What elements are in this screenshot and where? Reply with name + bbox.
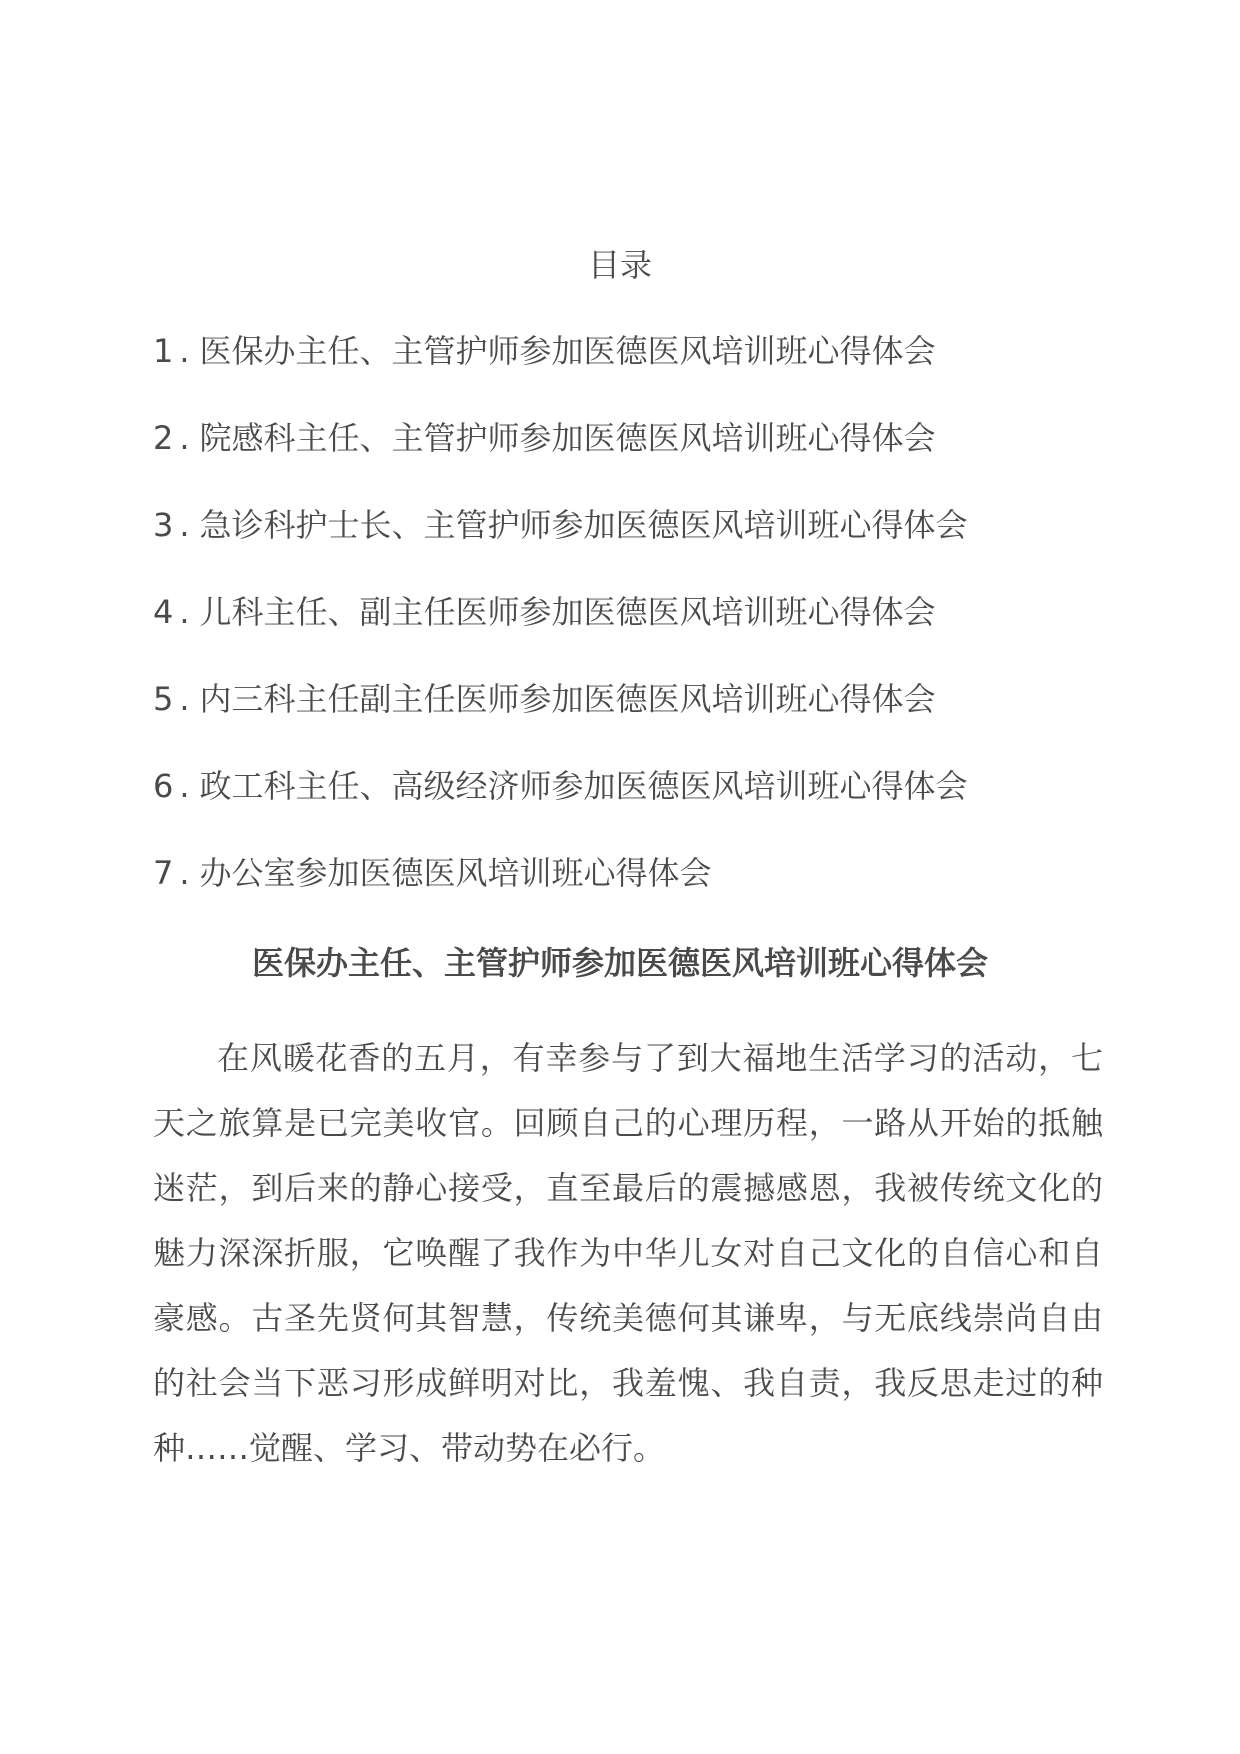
toc-item	[153, 851, 1113, 938]
toc-item	[153, 677, 1113, 764]
toc-item-text: 内三科主任副主任医师参加医德医风培训班心得体会	[199, 680, 936, 718]
toc-item-text: 医保办主任、主管护师参加医德医风培训班心得体会	[199, 332, 936, 370]
toc-item-number: 2	[153, 419, 174, 457]
toc-item-number: 3	[153, 506, 174, 544]
toc-item-separator: .	[179, 767, 190, 805]
section-heading: 医保办主任、主管护师参加医德医风培训班心得体会	[251, 944, 988, 982]
toc-item-text: 办公室参加医德医风培训班心得体会	[199, 854, 712, 892]
toc-item-separator: .	[179, 680, 190, 718]
toc-item-text: 政工科主任、高级经济师参加医德医风培训班心得体会	[199, 767, 968, 805]
toc-item	[153, 590, 1113, 677]
toc-item-separator: .	[179, 419, 190, 457]
toc-item	[153, 503, 1113, 590]
table-of-contents	[153, 329, 1113, 938]
toc-item-number: 5	[153, 680, 174, 718]
body-paragraph: 在风暖花香的五月，有幸参与了到大福地生活学习的活动，七天之旅算是已完美收官。回顾自己的心理历程，一路从开始的抵触迷茫，到后来的静心接受，直至最后的震撼感恩，我被传统文化的魅力深深折服，它唤醒了我作为中华儿女对自己文化的自信心和自豪感。古圣先贤何其智慧，传统美德何其谦卑，与无底线崇尚自由的社会当下恶习形成鲜明对比，我羞愧、我自责，我反思走过的种种……觉醒、学习、带动势在必行。	[153, 1039, 1103, 1467]
toc-item-text: 儿科主任、副主任医师参加医德医风培训班心得体会	[199, 593, 936, 631]
toc-item-number: 7	[153, 854, 174, 892]
toc-item-text: 院感科主任、主管护师参加医德医风培训班心得体会	[199, 419, 936, 457]
toc-item-separator: .	[179, 332, 190, 370]
toc-item-separator: .	[179, 506, 190, 544]
toc-item-number: 1	[153, 332, 174, 370]
toc-item	[153, 764, 1113, 851]
toc-item-text: 急诊科护士长、主管护师参加医德医风培训班心得体会	[199, 506, 968, 544]
toc-item	[153, 416, 1113, 503]
toc-item-separator: .	[179, 593, 190, 631]
toc-title: 目录	[587, 246, 652, 284]
toc-item	[153, 329, 1113, 416]
toc-item-number: 6	[153, 767, 174, 805]
toc-item-number: 4	[153, 593, 174, 631]
toc-item-separator: .	[179, 854, 190, 892]
